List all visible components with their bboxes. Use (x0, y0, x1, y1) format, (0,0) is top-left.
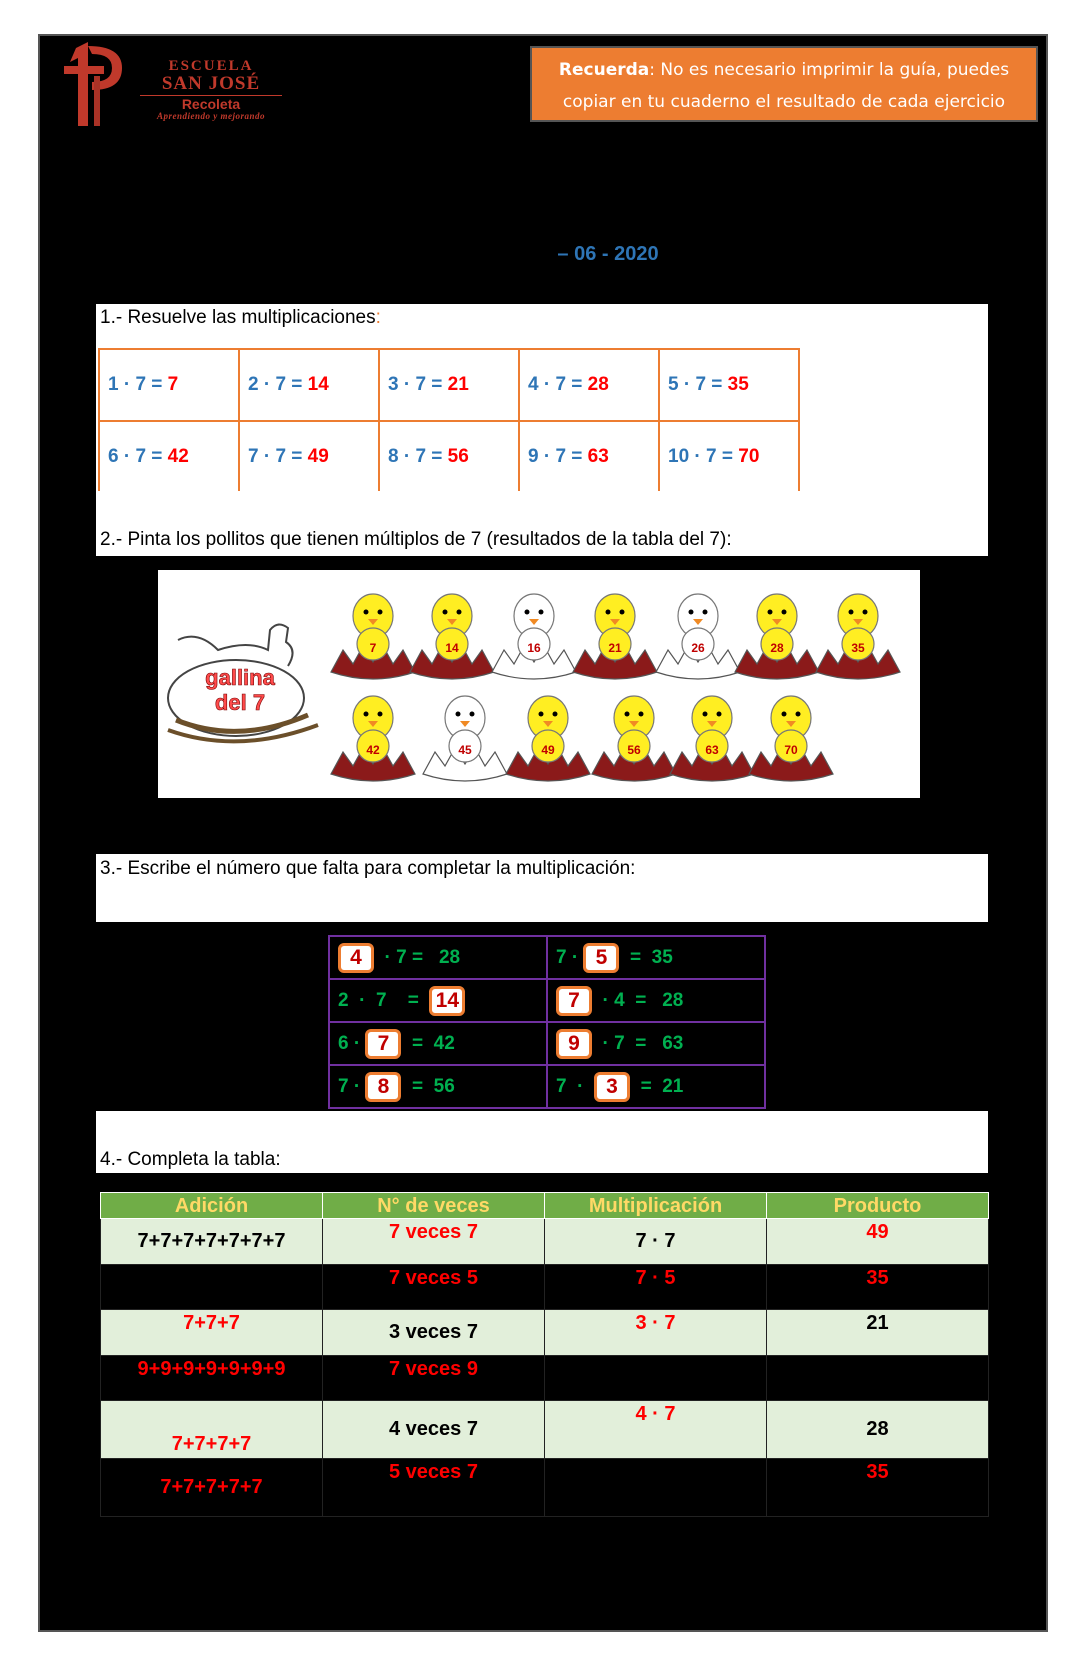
table-row (101, 1219, 989, 1265)
table-row (101, 1356, 989, 1401)
section-4-band (96, 1111, 988, 1173)
table-cell: 5 veces 7 (323, 1459, 545, 1517)
reminder-line-2: copiar en tu cuaderno el resultado de cada ejercicio (562, 92, 1006, 112)
multiplication-expression: 2 · 7 = (248, 374, 308, 395)
table-cell: 9+9+9+9+9+9+9 (101, 1356, 323, 1401)
chicks-illustration (158, 570, 920, 798)
date: – 06 - 2020 (557, 243, 659, 265)
section-1-title (96, 304, 988, 331)
table-cell: 7 veces 7 (323, 1219, 545, 1265)
equation-prefix: 7 · (556, 946, 584, 968)
painted-chick-icon (410, 594, 494, 679)
table-cell (545, 1356, 767, 1401)
table-cell: 7+7+7 (101, 1310, 323, 1356)
logo-line-2: SAN JOSÉ (161, 73, 261, 94)
hen-label-1: gallina (205, 665, 275, 690)
answer-box: 4 (338, 943, 374, 973)
equation-prefix: 7 · (338, 1075, 366, 1097)
multiplication-result: 42 (167, 446, 189, 467)
table-cell: 7 veces 5 (323, 1265, 545, 1310)
multiplication-expression: 8 · 7 = (388, 446, 448, 467)
hen-label-2: del 7 (214, 690, 266, 715)
section-1-title-text: 1.- Resuelve las multiplicaciones (100, 307, 376, 328)
section-3-title: 3.- Escribe el número que falta para completar la multiplicación: (100, 858, 636, 879)
multiplication-result: 7 (167, 374, 179, 395)
multiplication-cell (99, 349, 239, 421)
multiplication-expression: 5 · 7 = (668, 374, 728, 395)
answer-box: 3 (594, 1072, 630, 1102)
missing-number-cell (329, 1065, 547, 1108)
missing-number-row (329, 936, 765, 979)
table-cell: 49 (767, 1219, 989, 1265)
table-cell: 7+7+7+7+7 (101, 1459, 323, 1517)
painted-chick-icon (573, 594, 657, 679)
table-cell: 28 (767, 1401, 989, 1459)
multiplication-result: 56 (447, 446, 469, 467)
chick-number: 45 (458, 743, 472, 757)
chick-number: 63 (705, 743, 719, 757)
table-cell (545, 1459, 767, 1517)
table-cell: 35 (767, 1265, 989, 1310)
table-cell: 7+7+7+7 (101, 1401, 323, 1459)
multiplication-row (99, 349, 799, 421)
missing-number-row (329, 979, 765, 1022)
school-logo (58, 40, 288, 130)
missing-number-cell (329, 936, 547, 979)
equation-suffix: · 7 = 28 (374, 946, 461, 968)
table-cell: 35 (767, 1459, 989, 1517)
multiplication-cell (519, 349, 659, 421)
multiplication-expression: 4 · 7 = (528, 374, 588, 395)
missing-number-cell (547, 1065, 765, 1108)
multiplication-expression: 10 · 7 = (668, 446, 739, 467)
table-header-row (101, 1193, 989, 1219)
missing-number-cell (547, 936, 765, 979)
worksheet-page (38, 34, 1048, 1632)
multiplication-result: 21 (447, 374, 469, 395)
equation-prefix: 7 · (556, 1075, 595, 1097)
equation-suffix: · 4 = 28 (592, 989, 684, 1011)
hen-icon (168, 624, 318, 741)
multiplication-cell (99, 421, 239, 493)
multiplication-cell (379, 349, 519, 421)
table-cell: 21 (767, 1310, 989, 1356)
logo-line-4: Aprendiendo y mejorando (156, 111, 265, 121)
section-2-band (96, 491, 988, 556)
table-cell (101, 1265, 323, 1310)
section-1-title-colon: : (375, 307, 381, 328)
missing-number-cell (329, 979, 547, 1022)
missing-number-cell (329, 1022, 547, 1065)
missing-number-row (329, 1022, 765, 1065)
multiplication-expression: 7 · 7 = (248, 446, 308, 467)
missing-number-table (328, 935, 766, 1109)
equation-suffix: = 35 (619, 946, 673, 968)
equation-prefix: 2 · 7 = (338, 989, 430, 1011)
painted-chick-icon (331, 696, 415, 781)
table-cell: 4 veces 7 (323, 1401, 545, 1459)
chick-number: 42 (366, 743, 380, 757)
equation-suffix: · 7 = 63 (592, 1032, 684, 1054)
table-row (101, 1401, 989, 1459)
table-cell: 4 · 7 (545, 1401, 767, 1459)
table-cell: 3 veces 7 (323, 1310, 545, 1356)
multiplication-table (98, 348, 800, 494)
painted-chick-icon (506, 696, 590, 781)
table-row (101, 1310, 989, 1356)
table-cell: 7 · 5 (545, 1265, 767, 1310)
missing-number-cell (547, 979, 765, 1022)
multiplication-expression: 3 · 7 = (388, 374, 448, 395)
table-cell (767, 1356, 989, 1401)
equation-suffix: = 21 (630, 1075, 684, 1097)
reminder-bold: Recuerda (558, 60, 650, 80)
chick-number: 28 (770, 641, 784, 655)
logo-line-3: Recoleta (181, 96, 241, 112)
multiplication-expression: 1 · 7 = (108, 374, 168, 395)
multiplication-result: 28 (587, 374, 609, 395)
table-header-cell: Multiplicación (545, 1193, 767, 1219)
multiplication-expression: 9 · 7 = (528, 446, 588, 467)
chicks-image (158, 570, 920, 798)
multiplication-result: 70 (738, 446, 760, 467)
multiplication-cell (659, 349, 799, 421)
section-2-title: 2.- Pinta los pollitos que tienen múltiplos de 7 (resultados de la tabla del 7): (100, 529, 732, 550)
table-cell: 7+7+7+7+7+7+7 (101, 1219, 323, 1265)
multiplication-cell (239, 421, 379, 493)
multiplication-row (99, 421, 799, 493)
painted-chick-icon (670, 696, 754, 781)
equation-prefix: 6 · (338, 1032, 366, 1054)
painted-chick-icon (816, 594, 900, 679)
answer-box: 8 (365, 1072, 401, 1102)
table-row (101, 1459, 989, 1517)
school-crest-icon (58, 40, 128, 130)
table-cell: 7 · 7 (545, 1219, 767, 1265)
section-3-band (96, 854, 988, 922)
unpainted-chick-icon (492, 594, 576, 679)
chick-number: 70 (784, 743, 798, 757)
chick-number: 7 (369, 641, 377, 655)
multiplication-result: 35 (727, 374, 749, 395)
answer-box: 14 (429, 986, 465, 1016)
table-cell: 3 · 7 (545, 1310, 767, 1356)
answer-box: 9 (556, 1029, 592, 1059)
logo-line-1: ESCUELA (168, 58, 254, 74)
complete-table (100, 1192, 989, 1517)
multiplication-expression: 6 · 7 = (108, 446, 168, 467)
section-4-title: 4.- Completa la tabla: (100, 1149, 281, 1170)
multiplication-cell (379, 421, 519, 493)
painted-chick-icon (749, 696, 833, 781)
table-header-cell: Producto (767, 1193, 989, 1219)
answer-box: 5 (583, 943, 619, 973)
unpainted-chick-icon (656, 594, 740, 679)
chick-number: 49 (541, 743, 555, 757)
chick-number: 56 (627, 743, 641, 757)
answer-box: 7 (365, 1029, 401, 1059)
painted-chick-icon (331, 594, 415, 679)
chick-number: 21 (608, 641, 622, 655)
multiplication-result: 63 (587, 446, 609, 467)
table-row (101, 1265, 989, 1310)
chick-number: 16 (527, 641, 541, 655)
multiplication-cell (519, 421, 659, 493)
answer-box: 7 (556, 986, 592, 1016)
painted-chick-icon (735, 594, 819, 679)
reminder-box (530, 46, 1038, 122)
multiplication-cell (659, 421, 799, 493)
unpainted-chick-icon (423, 696, 507, 781)
multiplication-result: 49 (307, 446, 329, 467)
chick-number: 14 (445, 641, 459, 655)
multiplication-cell (239, 349, 379, 421)
missing-number-cell (547, 1022, 765, 1065)
reminder-line-1: : No es necesario imprimir la guía, puedes (649, 60, 1010, 80)
equation-suffix: = 56 (401, 1075, 455, 1097)
chick-number: 26 (691, 641, 705, 655)
equation-suffix: = 42 (401, 1032, 455, 1054)
table-header-cell: N° de veces (323, 1193, 545, 1219)
table-cell: 7 veces 9 (323, 1356, 545, 1401)
chick-number: 35 (851, 641, 865, 655)
table-header-cell: Adición (101, 1193, 323, 1219)
painted-chick-icon (592, 696, 676, 781)
missing-number-row (329, 1065, 765, 1108)
multiplication-result: 14 (307, 374, 329, 395)
